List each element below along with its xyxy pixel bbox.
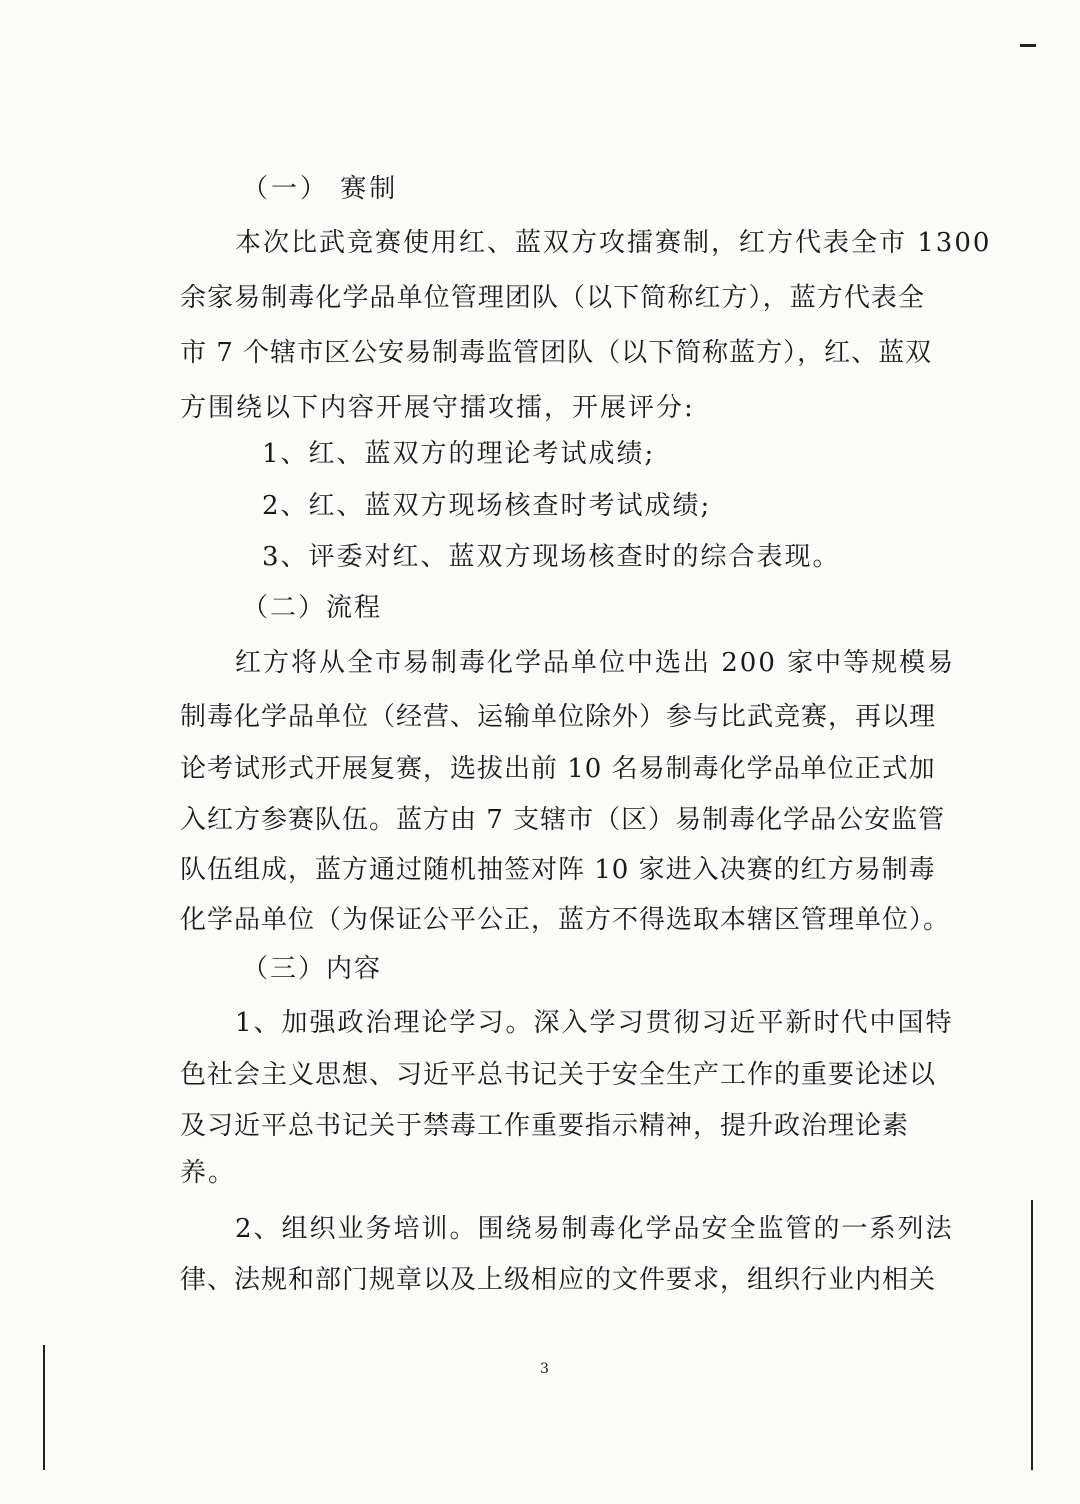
list-item: 2、红、蓝双方现场核查时考试成绩; (262, 491, 712, 521)
list-item: 1、红、蓝双方的理论考试成绩; (262, 439, 656, 469)
paragraph-line: 队伍组成，蓝方通过随机抽签对阵 10 家进入决赛的红方易制毒 (180, 855, 936, 885)
paragraph-line: 制毒化学品单位（经营、运输单位除外）参与比武竞赛，再以理 (180, 702, 937, 732)
scan-edge-mark (43, 1345, 45, 1470)
section-heading: （三）内容 (242, 954, 383, 984)
scan-edge-mark (1020, 44, 1036, 47)
paragraph-line: 余家易制毒化学品单位管理团队（以下简称红方），蓝方代表全 (180, 283, 925, 313)
paragraph-line: 律、法规和部门规章以及上级相应的文件要求，组织行业内相关 (180, 1265, 937, 1295)
section-heading: （一） 赛制 (242, 174, 399, 204)
paragraph-line: 本次比武竞赛使用红、蓝双方攻擂赛制，红方代表全市 1300 (235, 228, 992, 258)
paragraph-line: 化学品单位（为保证公平公正，蓝方不得选取本辖区管理单位）。 (180, 905, 951, 935)
paragraph-line: 2、组织业务培训。围绕易制毒化学品安全监管的一系列法 (235, 1214, 954, 1244)
section-heading: （二）流程 (242, 593, 383, 623)
paragraph-line: 市 7 个辖市区公安易制毒监管团队（以下简称蓝方），红、蓝双 (180, 338, 933, 368)
paragraph-line: 方围绕以下内容开展守擂攻擂，开展评分: (180, 393, 695, 423)
paragraph-line: 论考试形式开展复赛，选拔出前 10 名易制毒化学品单位正式加 (180, 754, 936, 784)
list-item: 3、评委对红、蓝双方现场核查时的综合表现。 (262, 542, 841, 572)
paragraph-line: 1、加强政治理论学习。深入学习贯彻习近平新时代中国特 (235, 1008, 954, 1038)
page-number: 3 (540, 1361, 549, 1377)
scan-edge-mark (1031, 1200, 1033, 1470)
paragraph-line: 入红方参赛队伍。蓝方由 7 支辖市（区）易制毒化学品公安监管 (180, 805, 946, 835)
paragraph-line: 红方将从全市易制毒化学品单位中选出 200 家中等规模易 (235, 648, 956, 678)
paragraph-line: 色社会主义思想、习近平总书记关于安全生产工作的重要论述以 (180, 1060, 937, 1090)
paragraph-line: 养。 (180, 1158, 237, 1188)
paragraph-line: 及习近平总书记关于禁毒工作重要指示精神，提升政治理论素 (180, 1111, 910, 1141)
